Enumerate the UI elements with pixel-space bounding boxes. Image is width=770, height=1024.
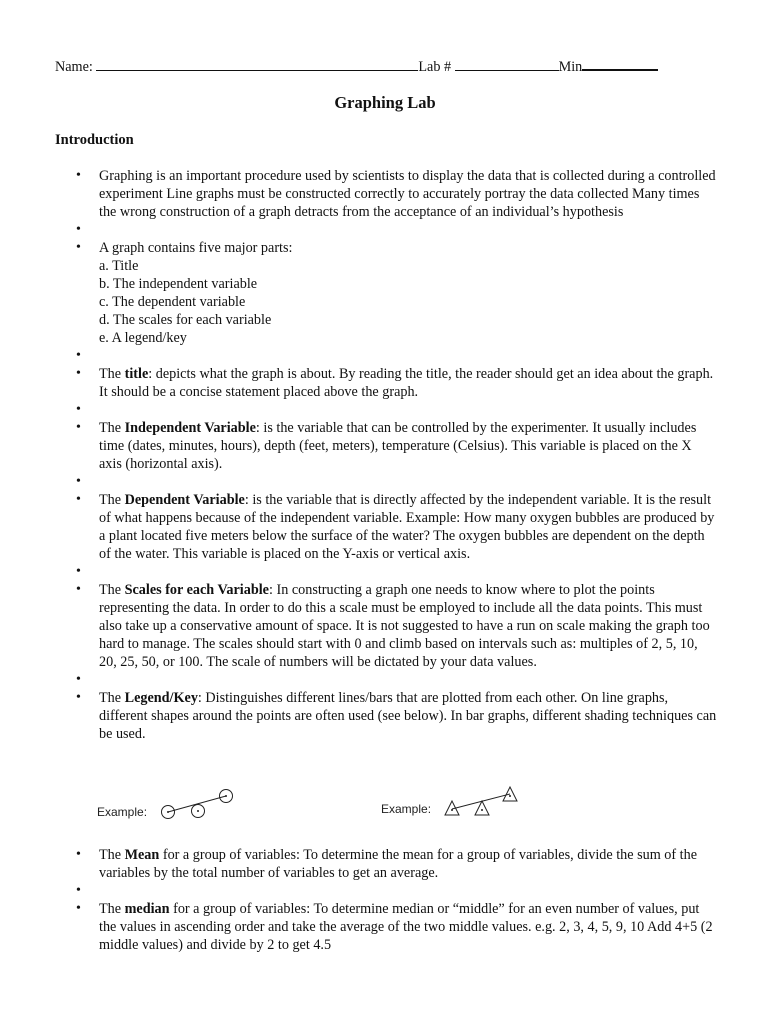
empty-bullet [0, 563, 770, 581]
median-def-bullet [0, 900, 770, 954]
parts-item: b. The independent variable [99, 276, 258, 292]
empty-bullet [0, 473, 770, 491]
legend-def-bullet [0, 689, 770, 743]
parts-item: d. The scales for each variable [99, 312, 272, 328]
parts-item: a. Title [99, 258, 139, 274]
def-text: : In constructing a graph one needs to know where to plot the points representing the data. In order to do this a scale must be employed to include all the data points. This must also take up a conservative amount of space. It is not suggested to have a run on scale making the graph too hard to manage. The scales should start with 0 and climb based on intervals such as: multiples of 2, 5, 10, 20, 25, 50, or 100. The scale of numbers will be dictated by your data values. [99, 582, 710, 670]
def-term: Scales for each Variable [124, 582, 269, 598]
bullet-list-lower [0, 846, 770, 954]
student-info-line [55, 57, 658, 76]
def-term: Dependent Variable [124, 492, 245, 508]
parts-bullet [0, 239, 770, 347]
parts-item: e. A legend/key [99, 330, 187, 346]
name-blank[interactable] [96, 58, 418, 71]
def-text: : depicts what the graph is about. By reading the title, the reader should get an idea about the graph. It should be a concise statement placed above the graph. [99, 366, 714, 400]
def-text: for a group of variables: To determine median or “middle” for an even number of values, put the values in ascending order and take the average of the two middle values. e.g. 2, 3, 4, 5, 9, 10 Add 4+5 (2 middle values) and divide by 2 to get 4.5 [99, 901, 713, 953]
dependent-def-bullet [0, 491, 770, 563]
bullet-list [0, 167, 770, 743]
def-text: : Distinguishes different lines/bars that are plotted from each other. On line graphs, different shapes around the points are often used (see below). In bar graphs, different shading techniques can be used. [99, 690, 717, 742]
def-text: for a group of variables: To determine the mean for a group of variables, divide the sum of the variables by the total number of variables to get an average. [99, 847, 697, 881]
empty-bullet [0, 347, 770, 365]
mean-def-bullet [0, 846, 770, 882]
min-blank[interactable] [582, 57, 658, 71]
def-term: Mean [124, 847, 160, 863]
parts-lead: • A graph contains five major parts: [99, 240, 293, 256]
scales-def-bullet [0, 581, 770, 671]
parts-item: c. The dependent variable [99, 294, 246, 310]
circle-marker-icon [158, 785, 248, 825]
def-text: : is the variable that is directly affected by the independent variable. It is the result of what happens because of the independent variable. Example: How many oxygen bubbles are produced by a plant located five meters below the surface of the water? The oxygen bubbles are dependent on the depth of the water. This variable is placed on the Y-axis or vertical axis. [99, 492, 715, 562]
empty-bullet [0, 401, 770, 419]
name-label: Name: [55, 59, 93, 75]
section-heading: Introduction [55, 132, 134, 148]
def-prefix: The [99, 582, 125, 598]
def-prefix: The [99, 901, 125, 917]
legend-examples [0, 785, 770, 825]
def-term: Independent Variable [124, 420, 256, 436]
intro-text: Graphing is an important procedure used by scientists to display the data that is collected during a controlled experiment Line graphs must be constructed correctly to accurately portray the data collected Many times the wrong construction of a graph detracts from the acceptance of an individual’s hypothesis [99, 168, 716, 220]
empty-bullet [0, 221, 770, 239]
empty-bullet [0, 882, 770, 900]
def-prefix: The [99, 847, 125, 863]
lab-blank[interactable] [455, 58, 559, 71]
triangle-marker-icon [442, 785, 522, 825]
def-prefix: The [99, 366, 125, 382]
def-prefix: The [99, 492, 125, 508]
min-label: Min [558, 59, 583, 75]
title-def-bullet [0, 365, 770, 401]
def-term: title [124, 366, 149, 382]
empty-bullet [0, 671, 770, 689]
def-prefix: The [99, 420, 125, 436]
circle-example-label: Example: [97, 805, 148, 819]
def-term: median [124, 901, 170, 917]
independent-def-bullet [0, 419, 770, 473]
def-text: : is the variable that can be controlled by the experimenter. It usually includes time (dates, minutes, hours), depth (feet, meters), temperature (Celsius). This variable is placed on the X axis (horizontal axis). [99, 420, 697, 472]
document-title: Graphing Lab [334, 93, 436, 112]
def-prefix: The [99, 690, 125, 706]
def-term: Legend/Key [124, 690, 198, 706]
triangle-example-label: Example: [381, 802, 432, 816]
lab-label: Lab # [418, 59, 452, 75]
intro-bullet [0, 167, 770, 221]
